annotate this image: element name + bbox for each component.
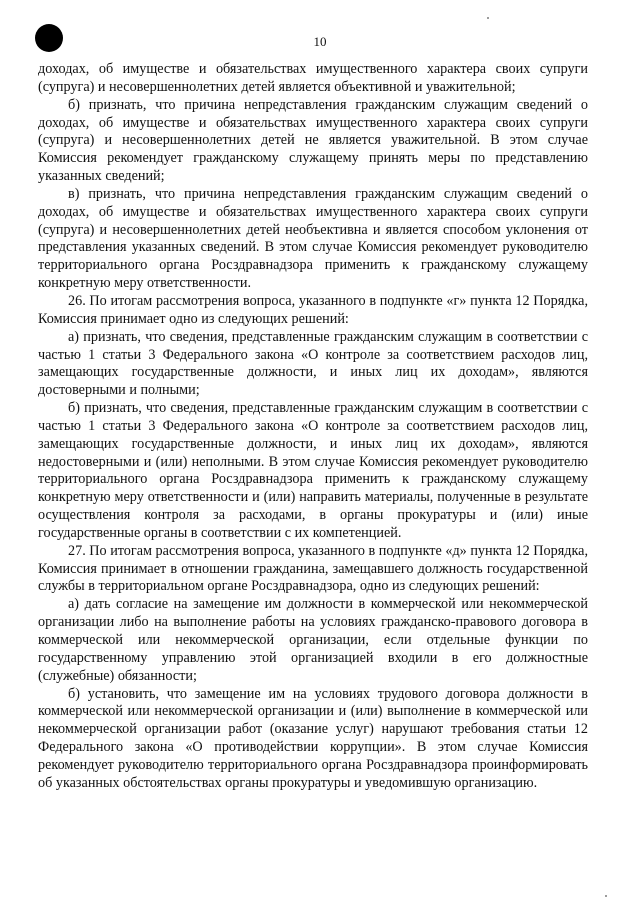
paragraph-26: 26. По итогам рассмотрения вопроса, указанного в подпункте «г» пункта 12 Порядка, Комиссия принимает одно из следующих решений: xyxy=(38,292,588,327)
paragraph-27: 27. По итогам рассмотрения вопроса, указанного в подпункте «д» пункта 12 Порядка, Комиссия принимает в отношении гражданина, замещавшего должность государственной службы в территориальном органе Росздравнадзора, одно из следующих решений: xyxy=(38,542,588,595)
page-number: 10 xyxy=(313,34,327,49)
paragraph-26a: а) признать, что сведения, представленные гражданским служащим в соответствии с частью 1 статьи 3 Федерального закона «О контроле за соответствием расходов лиц, замещающих государственные должности, и иных лиц их доходам», являются достоверными и полными; xyxy=(38,328,588,399)
scan-speck xyxy=(487,17,489,19)
paragraph-25v: в) признать, что причина непредставления гражданским служащим сведений о доходах, об имуществе и обязательствах имущественного характера своих супруги (супруга) и несовершеннолетних детей необъективна и является способом уклонения от представления указанных сведений. В этом случае Комиссия рекомендует руководителю территориального органа Росздравнадзора применить к гражданскому служащему конкретную меру ответственности. xyxy=(38,185,588,292)
paragraph-25b: б) признать, что причина непредставления гражданским служащим сведений о доходах, об имуществе и обязательствах имущественного характера своих супруги (супруга) и несовершеннолетних детей не является уважительной. В этом случае Комиссия рекомендует гражданскому служащему принять меры по представлению указанных сведений; xyxy=(38,96,588,185)
scan-speck xyxy=(605,895,607,897)
paragraph-27a: а) дать согласие на замещение им должности в коммерческой или некоммерческой организации либо на выполнение работы на условиях гражданско-правового договора в коммерческой или некоммерческой организации, если отдельные функции по государственному управлению этой организацией входили в его должностные (служебные) обязанности; xyxy=(38,596,588,684)
paragraph-27b: б) установить, что замещение им на условиях трудового договора должности в коммерческой или некоммерческой организации и (или) выполнение в коммерческой или некоммерческой организации работ (оказание услуг) нарушают требования статьи 12 Федерального закона «О противодействии коррупции». В этом случае Комиссия рекомендует руководителю территориального органа Росздравнадзора проинформировать об указанных обстоятельствах органы прокуратуры и уведомившую организацию. xyxy=(38,685,588,791)
paragraph-26b: б) признать, что сведения, представленные гражданским служащим в соответствии с частью 1 статьи 3 Федерального закона «О контроле за соответствием расходов лиц, замещающих государственные должности, и иных лиц их доходам», являются недостоверными и (или) неполными. В этом случае Комиссия рекомендует руководителю территориального органа Росздравнадзора применить к гражданскому служащему конкретную меру ответственности и (или) направить материалы, полученные в результате осуществления контроля за расходами, в органы прокуратуры и (или) иные государственные органы в соответствии с их компетенцией. xyxy=(38,400,588,541)
paragraph-continuation: доходах, об имуществе и обязательствах имущественного характера своих супруги (супруга) и несовершеннолетних детей является объективной и уважительной; xyxy=(38,61,588,95)
